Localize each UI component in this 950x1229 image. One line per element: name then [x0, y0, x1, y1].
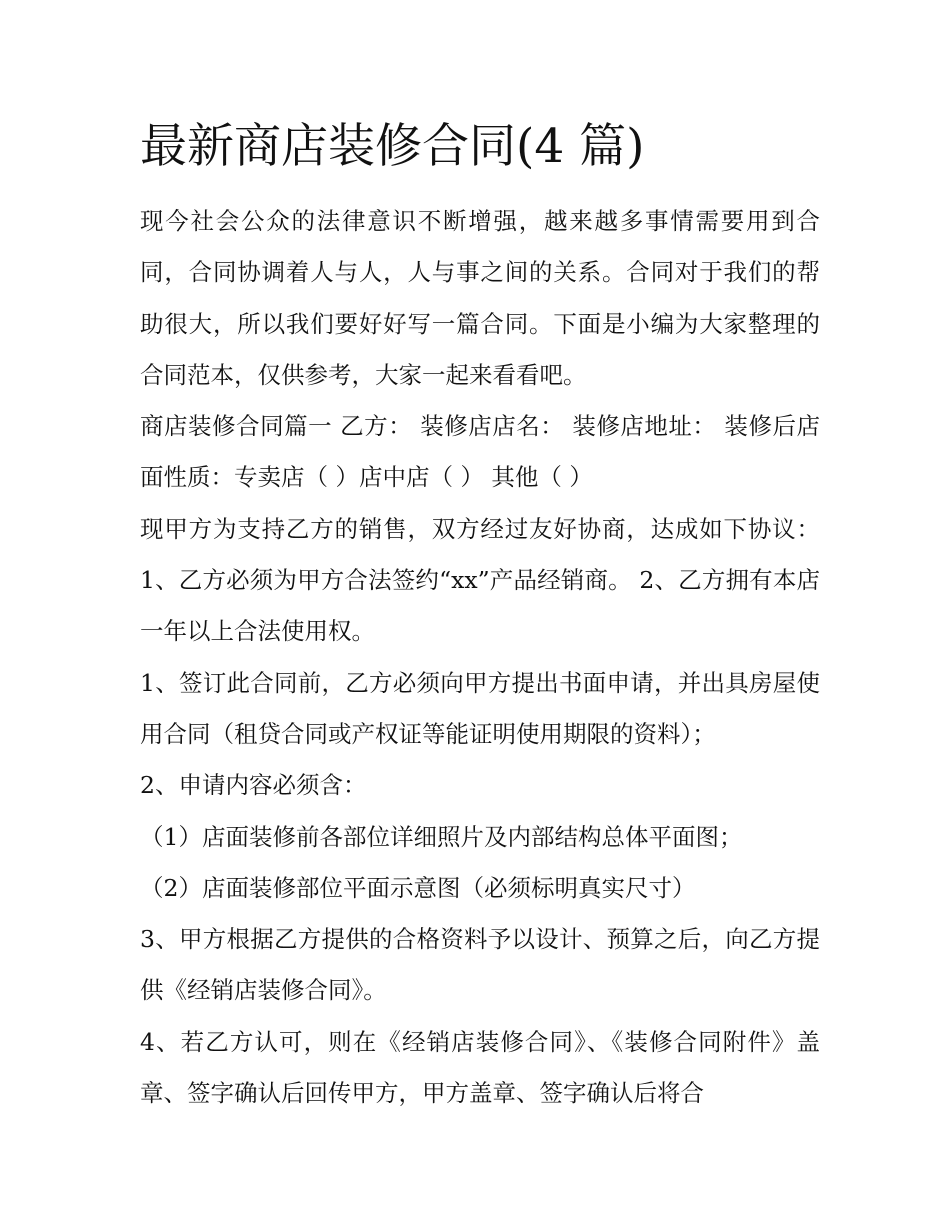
document-title: 最新商店装修合同(4 篇): [140, 119, 645, 174]
paragraph-agreement: 现甲方为支持乙方的销售，双方经过友好协商，达成如下协议： 1、乙方必须为甲方合法签约“xx”产品经销商。 2、乙方拥有本店一年以上合法使用权。: [140, 514, 820, 646]
document-page: [140, 110, 820, 1119]
paragraph-clause-1: 1、签订此合同前，乙方必须向甲方提出书面申请，并出具房屋使用合同（租贷合同或产权证等能证明使用期限的资料）；: [140, 668, 820, 748]
paragraph-clause-2: 2、申请内容必须含：: [140, 771, 367, 800]
paragraph-contract-header: 商店装修合同篇一 乙方： 装修店店名： 装修店地址： 装修后店面性质：专卖店（ ）店中店（ ） 其他（ ）: [140, 412, 820, 492]
paragraph-clause-4: 4、若乙方认可，则在《经销店装修合同》、《装修合同附件》盖章、签字确认后回传甲方，甲方盖章、签字确认后将合: [140, 1027, 820, 1108]
paragraph-clause-2-item-1: （1）店面装修前各部位详细照片及内部结构总体平面图；: [140, 822, 743, 851]
paragraph-clause-3: 3、甲方根据乙方提供的合格资料予以设计、预算之后，向乙方提供《经销店装修合同》。: [140, 925, 820, 1005]
paragraph-clause-2-item-2: （2）店面装修部位平面示意图（必须标明真实尺寸）: [140, 873, 696, 902]
paragraph-intro: 现今社会公众的法律意识不断增强，越来越多事情需要用到合同，合同协调着人与人，人与事之间的关系。合同对于我们的帮助很大，所以我们要好好写一篇合同。下面是小编为大家整理的合同范本，仅供参考，大家一起来看看吧。: [140, 207, 820, 389]
